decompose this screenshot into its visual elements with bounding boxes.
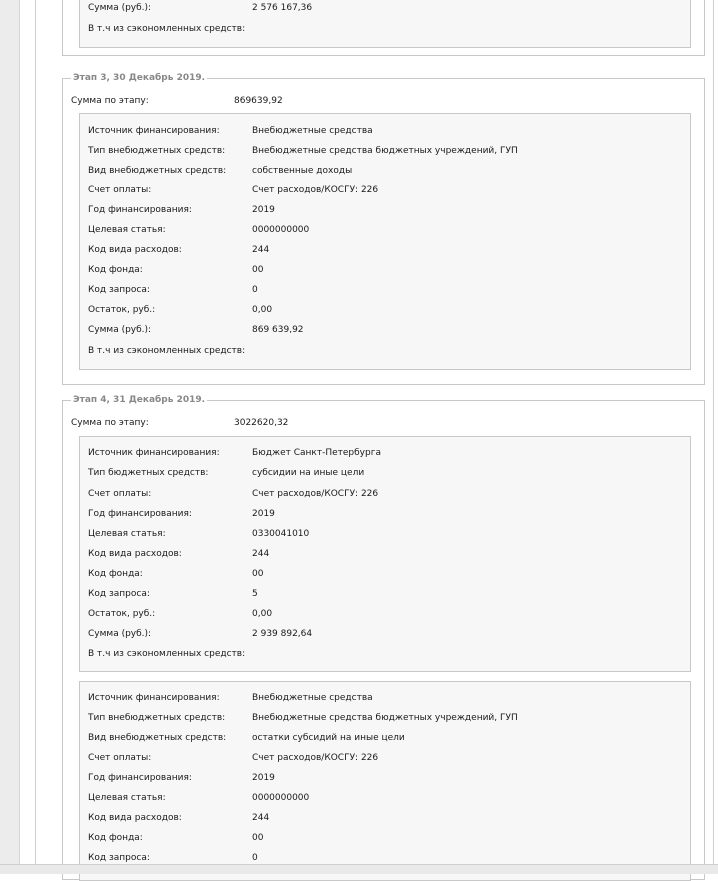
detail-value: собственные доходы [252, 166, 353, 176]
detail-value: Внебюджетные средства [252, 126, 373, 136]
detail-value: 0000000000 [252, 225, 310, 235]
detail-value: 0 [252, 853, 258, 863]
detail-label: Остаток, руб.: [88, 305, 156, 315]
detail-label: Код запроса: [88, 589, 150, 599]
detail-value: 0,00 [252, 609, 273, 619]
stage-3-legend: Этап 3, 30 Декабрь 2019. [73, 73, 206, 83]
detail-label: Код фонда: [88, 569, 143, 579]
detail-label: Счет оплаты: [88, 489, 152, 499]
detail-value: 00 [252, 569, 264, 579]
detail-label: Год финансирования: [88, 205, 192, 215]
stage-4-funding-block-2 [79, 681, 691, 881]
detail-row [88, 628, 684, 640]
detail-label: Сумма (руб.): [88, 629, 152, 639]
detail-value: Внебюджетные средства бюджетных учреждений, ГУП [252, 713, 518, 723]
detail-value: Счет расходов/КОСГУ: 226 [252, 753, 379, 763]
detail-value: Счет расходов/КОСГУ: 226 [252, 185, 379, 195]
detail-row [88, 832, 684, 844]
detail-value: 0,00 [252, 305, 273, 315]
detail-row [88, 165, 684, 177]
stage-3-funding-block [79, 113, 691, 370]
stage-3-fieldset [62, 73, 705, 385]
detail-row [88, 184, 684, 196]
detail-row [88, 588, 684, 600]
detail-value: 5 [252, 589, 258, 599]
detail-value: 00 [252, 833, 264, 843]
detail-row [88, 264, 684, 276]
detail-row [88, 692, 684, 704]
detail-row [88, 528, 684, 540]
detail-value: Счет расходов/КОСГУ: 226 [252, 489, 379, 499]
detail-label: Источник финансирования: [88, 448, 220, 458]
detail-row [88, 792, 684, 804]
detail-label: В т.ч из сэкономленных средств: [88, 346, 246, 356]
left-gutter [0, 0, 20, 864]
stage-4-fieldset [62, 395, 705, 880]
detail-value: 0330041010 [252, 529, 310, 539]
detail-value: 2 939 892,64 [252, 629, 313, 639]
stage-4-sum-label: Сумма по этапу: [71, 418, 149, 428]
detail-label: Код запроса: [88, 285, 150, 295]
detail-row [88, 145, 684, 157]
horizontal-scrollbar[interactable] [0, 864, 718, 874]
detail-label: Тип внебюджетных средств: [88, 713, 226, 723]
detail-label: Источник финансирования: [88, 693, 220, 703]
detail-value: Внебюджетные средства бюджетных учреждений, ГУП [252, 146, 518, 156]
detail-value: 2019 [252, 509, 275, 519]
stage-4-legend: Этап 4, 31 Декабрь 2019. [73, 395, 206, 405]
detail-value: Внебюджетные средства [252, 693, 373, 703]
detail-row [88, 752, 684, 764]
detail-label: Остаток, руб.: [88, 609, 156, 619]
detail-value: 0 [252, 285, 258, 295]
detail-label: Сумма (руб.): [88, 325, 152, 335]
detail-row [88, 324, 684, 336]
detail-value: 244 [252, 549, 270, 559]
detail-label: Вид внебюджетных средств: [88, 166, 227, 176]
detail-value: 2019 [252, 773, 275, 783]
detail-row [88, 467, 684, 479]
detail-row [88, 712, 684, 724]
detail-value: 244 [252, 813, 270, 823]
detail-row [88, 23, 684, 35]
stage-2-funding-block [79, 0, 691, 48]
detail-value: Бюджет Санкт-Петербурга [252, 448, 381, 458]
detail-value: 2 576 167,36 [252, 3, 313, 13]
detail-row [88, 125, 684, 137]
detail-row [88, 608, 684, 620]
detail-value: субсидии на иные цели [252, 468, 365, 478]
outer-frame-right [713, 0, 714, 864]
stage-3-sum-value: 869639,92 [234, 96, 283, 106]
detail-label: Код вида расходов: [88, 549, 182, 559]
detail-label: В т.ч из сэкономленных средств: [88, 24, 246, 34]
detail-row [88, 304, 684, 316]
stage-3-sum-label: Сумма по этапу: [71, 96, 149, 106]
stage-4-sum-value: 3022620,32 [234, 418, 289, 428]
detail-label: Код запроса: [88, 853, 150, 863]
detail-label: Код вида расходов: [88, 813, 182, 823]
detail-label: Код вида расходов: [88, 245, 182, 255]
detail-label: Тип внебюджетных средств: [88, 146, 226, 156]
stage-4-funding-block-1 [79, 436, 691, 672]
detail-label: Код фонда: [88, 833, 143, 843]
detail-row [88, 447, 684, 459]
detail-value: 2019 [252, 205, 275, 215]
detail-label: Тип бюджетных средств: [88, 468, 209, 478]
detail-value: 244 [252, 245, 270, 255]
detail-row [88, 648, 684, 660]
detail-label: Счет оплаты: [88, 185, 152, 195]
detail-row [88, 488, 684, 500]
stage-2-fieldset [62, 0, 705, 56]
detail-row [88, 224, 684, 236]
detail-label: Код фонда: [88, 265, 143, 275]
detail-row [88, 284, 684, 296]
detail-value: 00 [252, 265, 264, 275]
outer-frame-left [35, 0, 36, 864]
detail-row [88, 244, 684, 256]
detail-value: остатки субсидий на иные цели [252, 733, 405, 743]
detail-row [88, 812, 684, 824]
detail-label: Целевая статья: [88, 225, 166, 235]
detail-row [88, 772, 684, 784]
detail-row [88, 852, 684, 864]
detail-label: Целевая статья: [88, 793, 166, 803]
detail-label: В т.ч из сэкономленных средств: [88, 649, 246, 659]
detail-row [88, 568, 684, 580]
detail-label: Источник финансирования: [88, 126, 220, 136]
detail-row [88, 2, 684, 14]
detail-label: Год финансирования: [88, 509, 192, 519]
detail-row [88, 732, 684, 744]
detail-value: 869 639,92 [252, 325, 304, 335]
detail-label: Целевая статья: [88, 529, 166, 539]
detail-label: Сумма (руб.): [88, 3, 152, 13]
detail-label: Вид внебюджетных средств: [88, 733, 227, 743]
detail-label: Год финансирования: [88, 773, 192, 783]
detail-row [88, 548, 684, 560]
detail-row [88, 345, 684, 357]
detail-value: 0000000000 [252, 793, 310, 803]
detail-label: Счет оплаты: [88, 753, 152, 763]
detail-row [88, 204, 684, 216]
detail-row [88, 508, 684, 520]
